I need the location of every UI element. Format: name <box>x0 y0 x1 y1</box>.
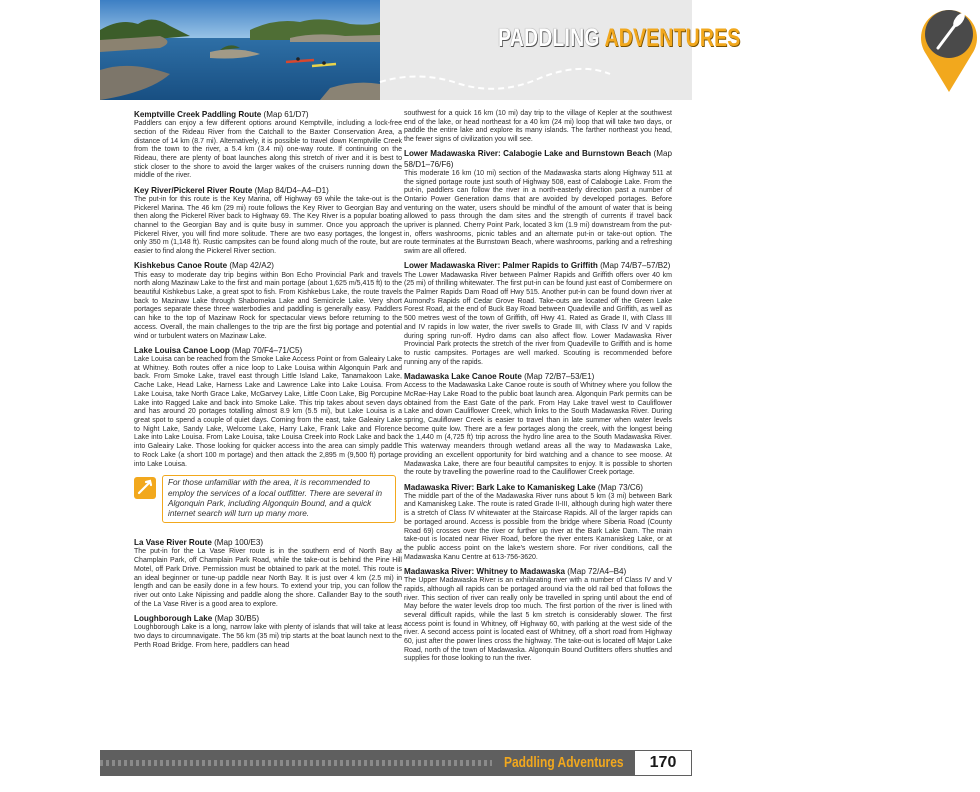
map-reference: (Map 73/C6) <box>597 482 643 492</box>
left-column <box>134 110 402 655</box>
route-description: The middle part of the of the Madawaska River runs about 5 km (3 mi) between Bark and Kamaniskeg Lake. The route is rated Grade II-III, although during high water there is a stretch of Class IV whitewater at the Staircase Rapids. All of the larger rapids can be portaged around. Access is possible from the bridge where Siberia Road (County Road 69) crosses over the river or further up river at the Bark Lake Dam. The main take-out is located near River Road, before the river enters Kamaniskeg Lake, or at the public access point on the lake's western shore. For river conditions, call the Madawaska Kanu Centre at 613-756-3620. <box>404 492 672 561</box>
route-entry <box>404 149 672 256</box>
right-column <box>404 110 672 669</box>
route-description: The put-in for the La Vase River route is in the southern end of North Bay at Champlain Park, off Champlain Park Road, while the take-out is behind the Pine Hill Motel, off Park Drive. Permission must be obtained to park at the motel. This route is an ideal beginner or tune-up paddle near North Bay. It is just over 4 km (2.5 mi) in length and can be easily done in a few hours. To extend your trip, you can follow the river out onto Lake Nipissing and paddle along the shore. Callander Bay to the south of the La Vase River is a good area to explore. <box>134 548 402 608</box>
route-title: Lower Madawaska River: Calabogie Lake and Burnstown Beach (Map 58/D1–76/F6) <box>404 149 672 169</box>
route-entry <box>134 110 402 181</box>
map-reference: (Map 84/D4–A4–D1) <box>254 185 329 195</box>
route-description: Access to the Madawaska Lake Canoe route is south of Whitney where you follow the McRae-Hay Lake Road to the public boat launch area. Algonquin Park permits can be obtained from the East Gate of the park. From Hay Lake travel west to Cauliflower Lake and down Cauliflower Creek, which links to the South Madawaska River. During spring, Cauliflower Creek is easier to travel than in late summer when water levels become quite low. There are a few portages along the creek, with the longest being the 1,440 m (4,725 ft) trip across the hydro line area to the South Madawaska River. This waterway meanders through wetland areas all the way to Madawaska Lake, providing an excellent opportunity for bird watching and a chance to see moose. At Madawaska Lake, there are four beautiful campsites to enjoy. It is possible to shorten the route by travelling the powerline road to the Cauliflower Creek portage. <box>404 382 672 477</box>
route-entry <box>134 346 402 469</box>
tip-icon <box>134 477 156 499</box>
route-entry <box>134 614 402 650</box>
map-reference: (Map 61/D7) <box>263 110 309 119</box>
route-entry-continued <box>404 110 672 145</box>
route-description: The Lower Madawaska River between Palmer Rapids and Griffith offers over 40 km (25 mi) of thrilling whitewater. The first put-in can be found just east of Combermere on the Palmer Rapids Dam Road off Hwy 515. Another put-in can be found down river at Aumond's Rapids off Cedar Grove Road. Take-outs are located off the Green Lake Forest Road, at the end of Buck Bay Road between Quadeville and Griffith, as well as 500 metres west of the town of Griffith, off Hwy 41. Rated as Grade II, with Class III and IV rapids in low water, the river swells to Grade III, with Class IV and V rapids during spring run-off. Hydro dams can also affect flow. Lower Madawaska River Provincial Park protects the stretch of the river from Quadeville to Griffith and is home to rustic campsites. Portages are well marked. Scouting is recommended before running any of the rapids. <box>404 271 672 366</box>
map-reference: (Map 74/B7–57/B2) <box>600 261 671 271</box>
route-entry <box>404 567 672 664</box>
tip-text: For those unfamiliar with the area, it is recommended to employ the services of a local outfitter. There are several in Algonquin Park, including Algonquin Bound, and a quick internet search will turn up many more. <box>162 475 396 523</box>
route-title: Madawaska River: Bark Lake to Kamaniskeg Lake (Map 73/C6) <box>404 482 643 492</box>
header-banner <box>380 0 741 100</box>
route-entry <box>134 186 402 257</box>
map-reference: (Map 72/B7–53/E1) <box>524 371 595 381</box>
header-lake-photo <box>100 0 380 100</box>
page-header <box>100 0 741 100</box>
route-title: Loughborough Lake (Map 30/B5) <box>134 613 260 623</box>
route-title: Lake Louisa Canoe Loop (Map 70/F4–71/C5) <box>134 345 303 355</box>
footer-section-label: Paddling Adventures <box>504 754 624 771</box>
route-entry <box>404 483 672 563</box>
footer-track-pattern <box>100 758 492 768</box>
route-description: This easy to moderate day trip begins within Bon Echo Provincial Park and travels north along Mazinaw Lake to the first and main portage (about 1,625 m/5,415 ft) to the beautiful Kishkebus Lake, a great spot to fish. From Kishkebus Lake, the route travels back to Mazinaw Lake through Shabomeka Lake and Semicircle Lake. Very short portages separate these three waterbodies and paddling is generally easy. Paddlers can hike to the top of Mazinaw Rock for spectacular views before returning to the access. Overall, the main challenges to the trip are the first big portage and potential wind or turbulent waters on Mazinaw Lake. <box>134 271 402 340</box>
map-reference: (Map 42/A2) <box>229 261 274 271</box>
route-description: Loughborough Lake is a long, narrow lake with plenty of islands that will take at least two days to circumnavigate. The 56 km (35 mi) trip starts at the boat launch next to the Perth Road Bridge. From here, paddlers can head <box>134 624 402 649</box>
route-entry <box>134 261 402 341</box>
map-reference: (Map 70/F4–71/C5) <box>232 345 303 355</box>
route-title: Madawaska Lake Canoe Route (Map 72/B7–53/E1) <box>404 371 595 381</box>
route-description: This moderate 16 km (10 mi) section of the Madawaska starts along Highway 511 at the signed portage route just south of Highway 508, east of Calabogie Lake. From the put-in, paddlers can follow the river in a north-easterly direction past a number of Ontario Power Generation dams that are avoided by developed portages. Before venturing on the water, users should be mindful of the amount of water that is being allowed to pass through the dam sites and the strength of currents if travel back upriver is planned. Cherry Point Park, located 3 km (1.9 mi) downstream from the put-in, offers washrooms, picnic tables and an alternate put-in or take-out option. The route terminates at the Burnstown Beach, where washrooms, parking and a refreshing swim are all offered. <box>404 169 672 256</box>
route-title: Key River/Pickerel River Route (Map 84/D4–A4–D1) <box>134 185 329 195</box>
route-title: Kishkebus Canoe Route (Map 42/A2) <box>134 261 274 271</box>
route-description: The put-in for this route is the Key Marina, off Highway 69 while the take-out is the Pickerel Marina. The 46 km (29 mi) route follows the Key River to Georgian Bay and then along the Pickerel River back to Highway 69. The Key River is a popular boating channel to the Georgian Bay and is quite busy in summer. Once you approach the Pickerel River, you will find more solitude. There are two easy portages, the longest only 350 m (1,148 ft). Rustic campsites can be found along much of the route, but are easier to find along the Pickerel River section. <box>134 195 402 256</box>
section-title <box>498 24 740 53</box>
route-title: La Vase River Route (Map 100/E3) <box>134 538 264 548</box>
route-title: Lower Madawaska River: Palmer Rapids to Griffith (Map 74/B7–57/B2) <box>404 261 671 271</box>
route-description: The Upper Madawaska River is an exhilarating river with a number of Class IV and V rapids, although all rapids can be portaged around via the old rail bed that follows the river. This section of river can really only be travelled in spring until about the end of May before the water levels drop too much. The first portion of the river is lined with several difficult rapids, while the last 5 km stretch is considerably slower. The first access point is found in Whitney, off Highway 60, with parking at the west side of the river. A second access point is located east of Whitney, off a short road from Highway 60, just after the power lines cross the highway. The take-out is located off Major Lake Road, north of the town of Madawaska. Algonquin Bound Outfitters offers shuttles and supplies for those looking to run the river. <box>404 577 672 663</box>
tip-callout <box>134 475 402 527</box>
route-description: southwest for a quick 16 km (10 mi) day trip to the village of Kepler at the southwest end of the lake, or head northeast for a 40 km (24 mi) loop that will take two days, or paddle the entire lake and explore its many islands. The farther northeast you head, the fewer signs of civilization you will see. <box>404 110 672 144</box>
section-title-part1: PADDLING <box>498 24 600 52</box>
map-reference: (Map 30/B5) <box>214 613 260 623</box>
route-title: Kemptville Creek Paddling Route (Map 61/D7) <box>134 110 309 119</box>
route-entry <box>134 538 402 609</box>
paddle-pin-icon <box>918 2 980 94</box>
map-reference: (Map 100/E3) <box>214 538 264 548</box>
section-title-part2: ADVENTURES <box>604 24 741 52</box>
map-reference: (Map 58/D1–76/F6) <box>404 149 672 169</box>
route-title: Madawaska River: Whitney to Madawaska (Map 72/A4–B4) <box>404 566 627 576</box>
page-number: 170 <box>634 750 692 776</box>
route-description: Lake Louisa can be reached from the Smoke Lake Access Point or from Galeairy Lake at Whitney. Both routes offer a nice loop to Lake Louisa within Algonquin Park and back. From Smoke Lake, travel east through Little Island Lake, Tanamakoon Lake, Cache Lake, Head Lake, Harness Lake and Lawrence Lake into Lake Louisa. From Lake Louisa, take North Grace Lake, McGarvey Lake, Little Coon Lake, Big Porcupine Lake into Ragged Lake and back into Smoke Lake. This trip takes about seven days and has around 20 portages totalling almost 8.9 km (5.5 mi), but Lake Louisa is a great spot to spend a couple of quiet days. Coming from the east, take Galeairy Lake to Night Lake, Sandy Lake, Welcome Lake, Harry Lake, Frank Lake and Florence Lake into Lake Louisa. From Lake Louisa, take Louisa Creek into Rock Lake and back into Galeairy Lake. Those looking for quicker access into the area can simply paddle to Rock Lake (a short 100 m portage) and then attack the 2,895 m (9,500 ft) portage into Lake Louisa. <box>134 356 402 468</box>
route-description: Paddlers can enjoy a few different options around Kemptville, including a lock-free section of the Rideau River from the Catchall to the Baxter Conservation Area, a distance of 14 km (8.7 mi). Alternatively, it is possible to travel down Kemptville Creek from the town to the river, a 5.4 km (3.4 mi) one-way route. If continuing on the Rideau, there are plenty of boat launches along this stretch of river and it is best to stick closer to the shore to avoid the larger wakes of the cruisers running down the middle of the river. <box>134 120 402 180</box>
route-entry <box>404 372 672 478</box>
map-reference: (Map 72/A4–B4) <box>567 566 627 576</box>
route-entry <box>404 261 672 367</box>
page-footer <box>100 750 692 776</box>
